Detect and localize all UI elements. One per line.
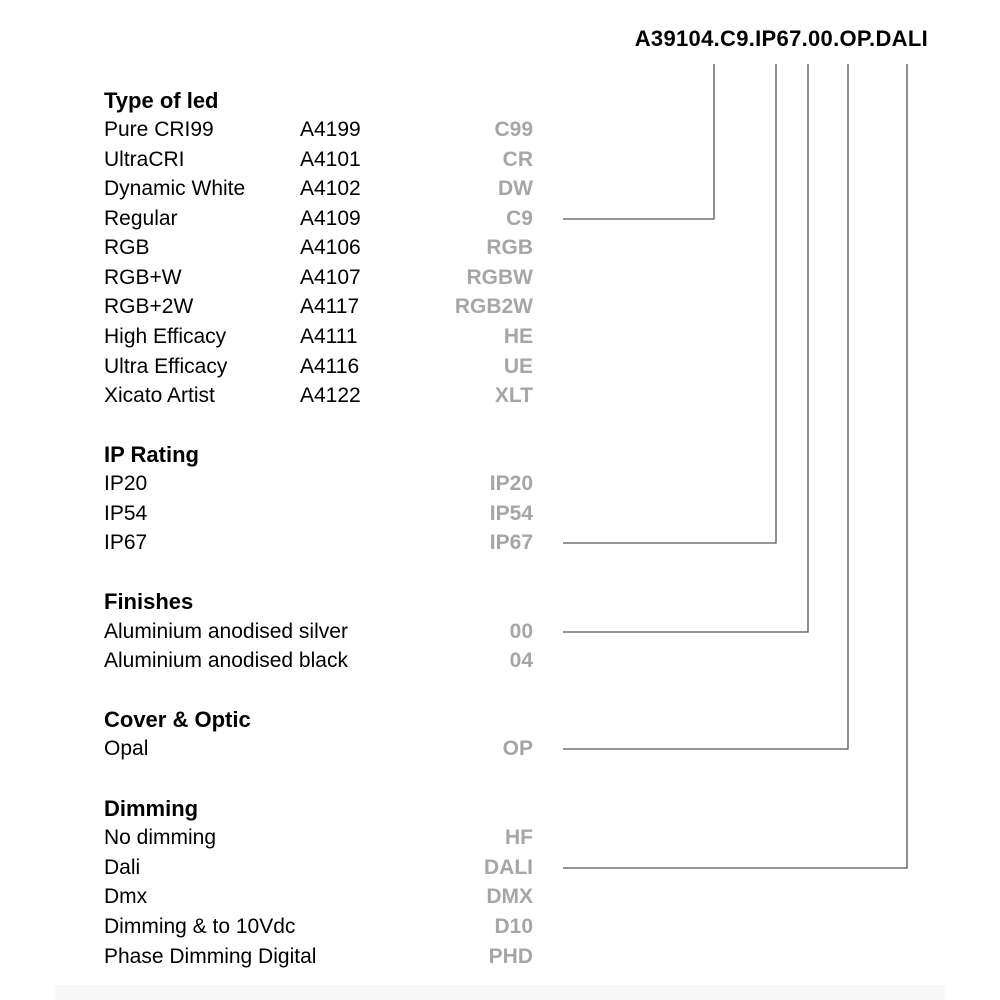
connector-finish — [563, 64, 808, 632]
option-name: Ultra Efficacy — [104, 355, 228, 378]
option-article: A4102 — [300, 177, 361, 200]
option-name: High Efficacy — [104, 325, 227, 348]
option-name: UltraCRI — [104, 148, 185, 171]
option-abbr: DALI — [484, 856, 533, 879]
option-name: Pure CRI99 — [104, 118, 214, 141]
option-name: Dimming & to 10Vdc — [104, 915, 296, 938]
section-title-type-of-led: Type of led — [104, 88, 219, 113]
option-abbr: C99 — [494, 118, 533, 141]
option-name: Phase Dimming Digital — [104, 945, 317, 968]
option-name: Regular — [104, 207, 178, 230]
option-name: RGB+W — [104, 266, 182, 289]
option-abbr: OP — [502, 737, 533, 760]
footer-band — [55, 985, 945, 1000]
option-name: Dali — [104, 856, 141, 879]
connector-led — [563, 64, 714, 219]
option-article: A4111 — [300, 325, 358, 348]
option-article: A4101 — [300, 148, 361, 171]
option-abbr: DMX — [486, 885, 533, 908]
option-abbr: UE — [503, 355, 533, 378]
option-name: Opal — [104, 737, 149, 760]
connector-dimming — [563, 64, 907, 868]
option-abbr: RGBW — [466, 266, 533, 289]
option-abbr: D10 — [494, 915, 533, 938]
option-abbr: C9 — [506, 207, 533, 230]
option-name: IP67 — [104, 531, 148, 554]
option-abbr: HF — [505, 826, 533, 849]
option-abbr: HE — [503, 325, 533, 348]
product-code: A39104.C9.IP67.00.OP.DALI — [634, 26, 928, 51]
section-title-finishes: Finishes — [104, 589, 194, 614]
option-name: Xicato Artist — [104, 384, 215, 407]
option-abbr: XLT — [494, 384, 533, 407]
option-article: A4109 — [300, 207, 361, 230]
option-name: Dynamic White — [104, 177, 246, 200]
option-article: A4199 — [300, 118, 361, 141]
option-name: Aluminium anodised silver — [104, 620, 348, 643]
option-article: A4122 — [300, 384, 361, 407]
option-article: A4116 — [300, 355, 360, 378]
option-abbr: IP20 — [489, 472, 533, 495]
connector-ip — [563, 64, 776, 543]
option-abbr: IP67 — [489, 531, 533, 554]
option-abbr: IP54 — [489, 502, 533, 525]
option-abbr: 04 — [509, 649, 533, 672]
option-name: IP20 — [104, 472, 148, 495]
option-name: Aluminium anodised black — [104, 649, 348, 672]
option-abbr: PHD — [488, 945, 533, 968]
section-title-cover-optic: Cover & Optic — [104, 707, 251, 732]
option-article: A4117 — [300, 295, 360, 318]
option-name: RGB — [104, 236, 150, 259]
section-title-ip-rating: IP Rating — [104, 442, 199, 467]
option-article: A4106 — [300, 236, 361, 259]
option-abbr: RGB2W — [454, 295, 533, 318]
connector-cover — [563, 64, 848, 749]
option-name: No dimming — [104, 826, 217, 849]
option-name: RGB+2W — [104, 295, 194, 318]
option-abbr: DW — [498, 177, 533, 200]
option-abbr: 00 — [509, 620, 533, 643]
option-article: A4107 — [300, 266, 361, 289]
option-name: Dmx — [104, 885, 148, 908]
option-abbr: CR — [502, 148, 533, 171]
option-name: IP54 — [104, 502, 148, 525]
section-title-dimming: Dimming — [104, 796, 199, 821]
option-abbr: RGB — [486, 236, 533, 259]
